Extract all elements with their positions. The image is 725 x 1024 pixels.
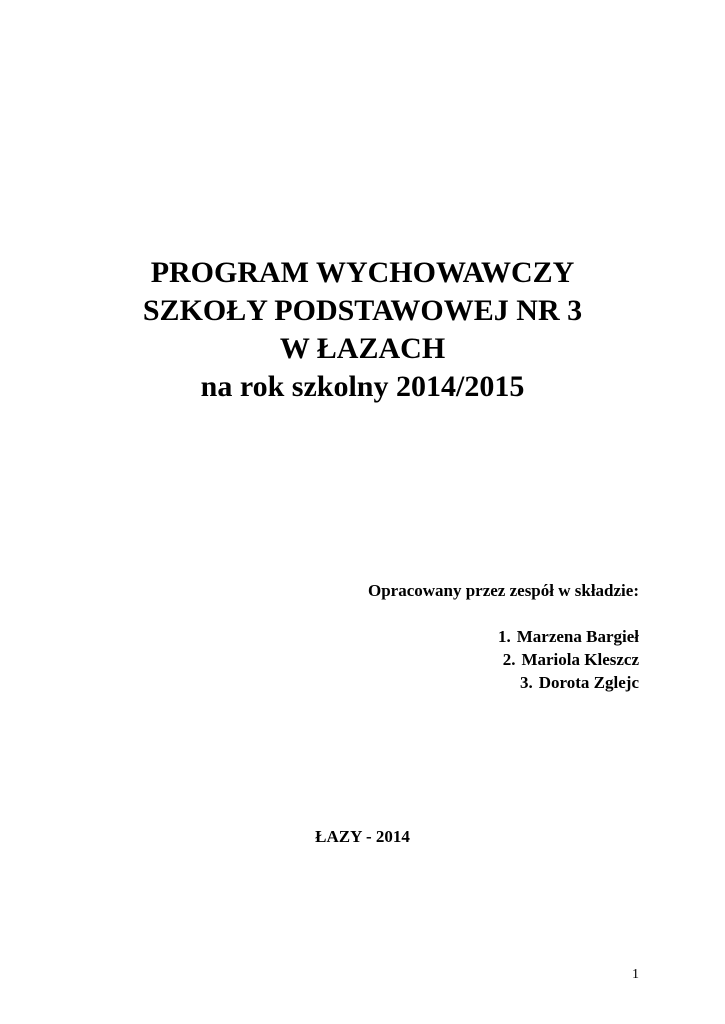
member-name: Dorota Zglejc <box>538 673 639 692</box>
page-number: 1 <box>632 967 639 982</box>
title-line-school-year: na rok szkolny 2014/2015 <box>200 370 525 403</box>
title-line-school: SZKOŁY PODSTAWOWEJ NR 3 <box>142 294 583 327</box>
team-member <box>498 671 639 694</box>
member-number: 1. <box>497 627 511 646</box>
document-title <box>0 254 725 406</box>
member-number: 2. <box>502 650 516 669</box>
title-line-program: PROGRAM WYCHOWAWCZY <box>150 256 575 289</box>
member-number: 3. <box>520 673 533 692</box>
member-name: Marzena Bargieł <box>516 627 639 646</box>
team-heading: Opracowany przez zespół w składzie: <box>367 581 639 600</box>
team-members-list <box>498 625 639 694</box>
title-line-location: W ŁAZACH <box>279 332 446 365</box>
team-member <box>498 648 639 671</box>
place-and-date: ŁAZY - 2014 <box>315 827 410 846</box>
team-member <box>498 625 639 648</box>
member-name: Mariola Kleszcz <box>521 650 639 669</box>
